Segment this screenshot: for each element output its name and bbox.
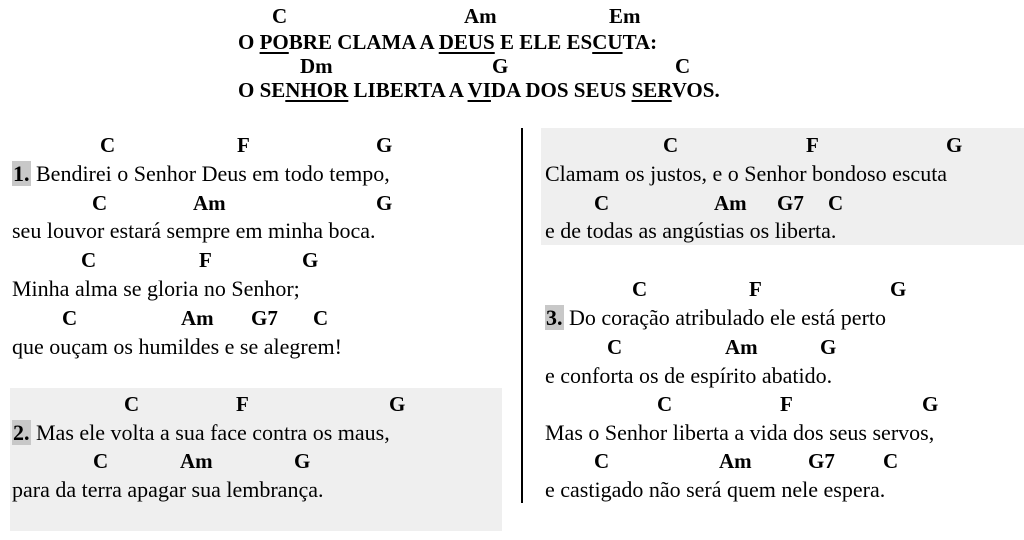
chord: G7 — [777, 191, 804, 215]
chord: C — [828, 191, 844, 215]
chord: F — [749, 277, 762, 301]
stressed-syllable: CU — [592, 30, 623, 54]
chord: C — [594, 191, 610, 215]
chord: G — [376, 191, 393, 215]
chord: C — [313, 306, 329, 330]
chord: Em — [609, 4, 641, 28]
chord: C — [92, 191, 108, 215]
lyric-line: Clamam os justos, e o Senhor bondoso escuta — [545, 161, 948, 186]
chord: C — [81, 248, 97, 272]
chord: F — [199, 248, 212, 272]
stressed-syllable: SER — [631, 78, 672, 102]
refrain-line-1: O POBRE CLAMA A DEUS E ELE ESCUTA: — [238, 30, 658, 54]
chord: C — [100, 133, 116, 157]
chord: C — [93, 449, 109, 473]
chord: G — [922, 392, 939, 416]
chord: C — [663, 133, 679, 157]
stressed-syllable: VI — [467, 78, 491, 102]
chord: C — [124, 392, 140, 416]
chord: G — [820, 335, 837, 359]
chord: C — [675, 54, 691, 78]
chord: F — [780, 392, 793, 416]
chord: G7 — [251, 306, 278, 330]
chord: Am — [464, 4, 497, 28]
chord: G — [302, 248, 319, 272]
lyric-line: e castigado não será quem nele espera. — [545, 477, 886, 502]
chord: C — [632, 277, 648, 301]
stanza-2-background — [10, 388, 502, 531]
chord: C — [883, 449, 899, 473]
chord: Am — [719, 449, 752, 473]
lyric-line: Minha alma se gloria no Senhor; — [12, 276, 300, 301]
chord: Am — [714, 191, 747, 215]
chord: G — [376, 133, 393, 157]
chord: Am — [193, 191, 226, 215]
lyric-line: Mas o Senhor liberta a vida dos seus servos, — [545, 420, 935, 445]
chord: C — [657, 392, 673, 416]
chord: G — [946, 133, 963, 157]
stanza-number: 1. — [13, 161, 30, 186]
chord: C — [594, 449, 610, 473]
chord: C — [272, 4, 288, 28]
lyric-line: seu louvor estará sempre em minha boca. — [12, 218, 376, 243]
chord: G — [890, 277, 907, 301]
stressed-syllable: PO — [259, 30, 289, 54]
lyric-line: 2. Mas ele volta a sua face contra os maus, — [13, 420, 390, 445]
chord: Am — [180, 449, 213, 473]
lyric-line: e de todas as angústias os liberta. — [545, 218, 837, 243]
chord: G — [492, 54, 509, 78]
lyric-line: para da terra apagar sua lembrança. — [12, 477, 324, 502]
chord: Dm — [300, 54, 333, 78]
chord: Am — [181, 306, 214, 330]
chord: C — [607, 335, 623, 359]
chord: F — [236, 392, 249, 416]
lyric-line: 1. Bendirei o Senhor Deus em todo tempo, — [13, 161, 390, 186]
chord: F — [237, 133, 250, 157]
stressed-syllable: DEUS — [438, 30, 495, 54]
lyric-line: 3. Do coração atribulado ele está perto — [546, 305, 887, 330]
chord: Am — [725, 335, 758, 359]
stanza-number: 2. — [13, 420, 30, 445]
chord: G7 — [808, 449, 835, 473]
chord: G — [389, 392, 406, 416]
chord: G — [294, 449, 311, 473]
chord: F — [806, 133, 819, 157]
chord: C — [62, 306, 78, 330]
refrain-line-2: O SENHOR LIBERTA A VIDA DOS SEUS SERVOS. — [238, 78, 720, 102]
stressed-syllable: NHOR — [285, 78, 349, 102]
column-divider — [521, 128, 523, 503]
lyric-line: que ouçam os humildes e se alegrem! — [12, 334, 342, 359]
lyric-line: e conforta os de espírito abatido. — [545, 363, 833, 388]
stanza-number: 3. — [546, 305, 563, 330]
